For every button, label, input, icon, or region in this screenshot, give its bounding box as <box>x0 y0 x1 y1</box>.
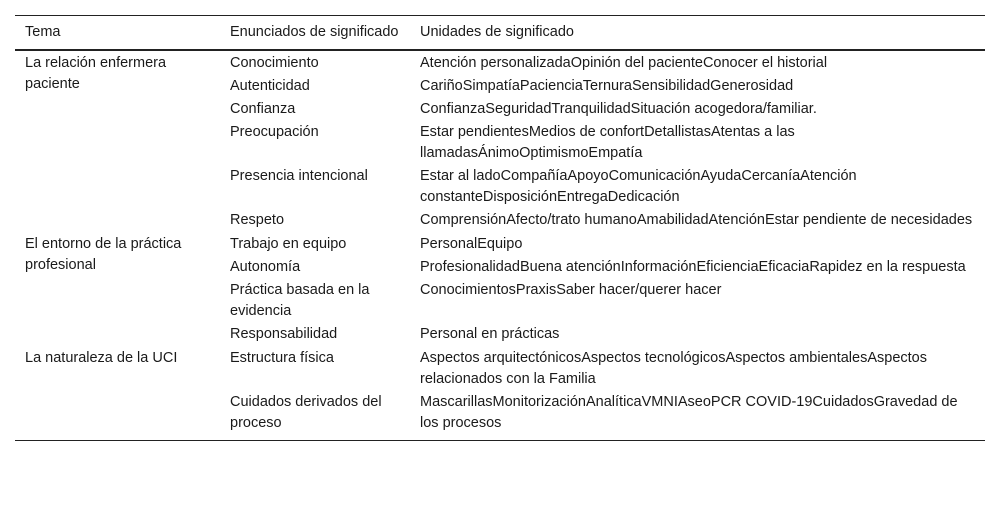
header-tema: Tema <box>25 24 61 40</box>
tema-cell: El entorno de la práctica profesional <box>25 236 182 273</box>
header-enunciados: Enunciados de significado <box>230 24 399 40</box>
enunciado-cell: Práctica basada en la evidencia <box>230 282 370 319</box>
unidades-cell: CariñoSimpatíaPacienciaTernuraSensibilidadGenerosidad <box>420 78 794 94</box>
enunciado-cell: Responsabilidad <box>230 326 338 342</box>
enunciado-cell: Autenticidad <box>230 78 310 94</box>
enunciado-cell: Conocimiento <box>230 55 319 71</box>
tema-cell: La naturaleza de la UCI <box>25 350 178 366</box>
table-body <box>15 50 985 441</box>
table-container <box>15 15 985 441</box>
unidades-cell: Personal en prácticas <box>420 326 560 342</box>
enunciado-cell: Confianza <box>230 101 296 117</box>
unidades-cell: PersonalEquipo <box>420 236 523 252</box>
table-row <box>15 232 985 256</box>
unidades-cell: ProfesionalidadBuena atenciónInformaciónEficienciaEficaciaRapidez en la respuesta <box>420 259 966 275</box>
table-row <box>15 346 985 391</box>
unidades-cell: MascarillasMonitorizaciónAnalíticaVMNIAseoPCR COVID-19CuidadosGravedad de los procesos <box>420 394 958 431</box>
enunciado-cell: Estructura física <box>230 350 334 366</box>
unidades-cell: Aspectos arquitectónicosAspectos tecnológicosAspectos ambientalesAspectos relacionados con la Familia <box>420 350 927 387</box>
unidades-cell: ConfianzaSeguridadTranquilidadSituación acogedora/familiar. <box>420 101 817 117</box>
themes-table <box>15 15 985 441</box>
enunciado-cell: Autonomía <box>230 259 301 275</box>
header-row <box>15 16 985 51</box>
unidades-cell: Estar al ladoCompañíaApoyoComunicaciónAyudaCercaníaAtención constanteDisposiciónEntregaDedicación <box>420 168 857 205</box>
header-unidades: Unidades de significado <box>420 24 574 40</box>
unidades-cell: ComprensiónAfecto/trato humanoAmabilidadAtenciónEstar pendiente de necesidades <box>420 212 973 228</box>
enunciado-cell: Preocupación <box>230 124 319 140</box>
tema-cell: La relación enfermera paciente <box>25 55 167 92</box>
unidades-cell: ConocimientosPraxisSaber hacer/querer hacer <box>420 282 722 298</box>
enunciado-cell: Cuidados derivados del proceso <box>230 394 382 431</box>
table-row <box>15 50 985 75</box>
table-header <box>15 16 985 51</box>
enunciado-cell: Presencia intencional <box>230 168 368 184</box>
enunciado-cell: Respeto <box>230 212 285 228</box>
enunciado-cell: Trabajo en equipo <box>230 236 347 252</box>
unidades-cell: Estar pendientesMedios de confortDetallistasAtentas a las llamadasÁnimoOptimismoEmpatía <box>420 124 795 161</box>
unidades-cell: Atención personalizadaOpinión del pacienteConocer el historial <box>420 55 828 71</box>
